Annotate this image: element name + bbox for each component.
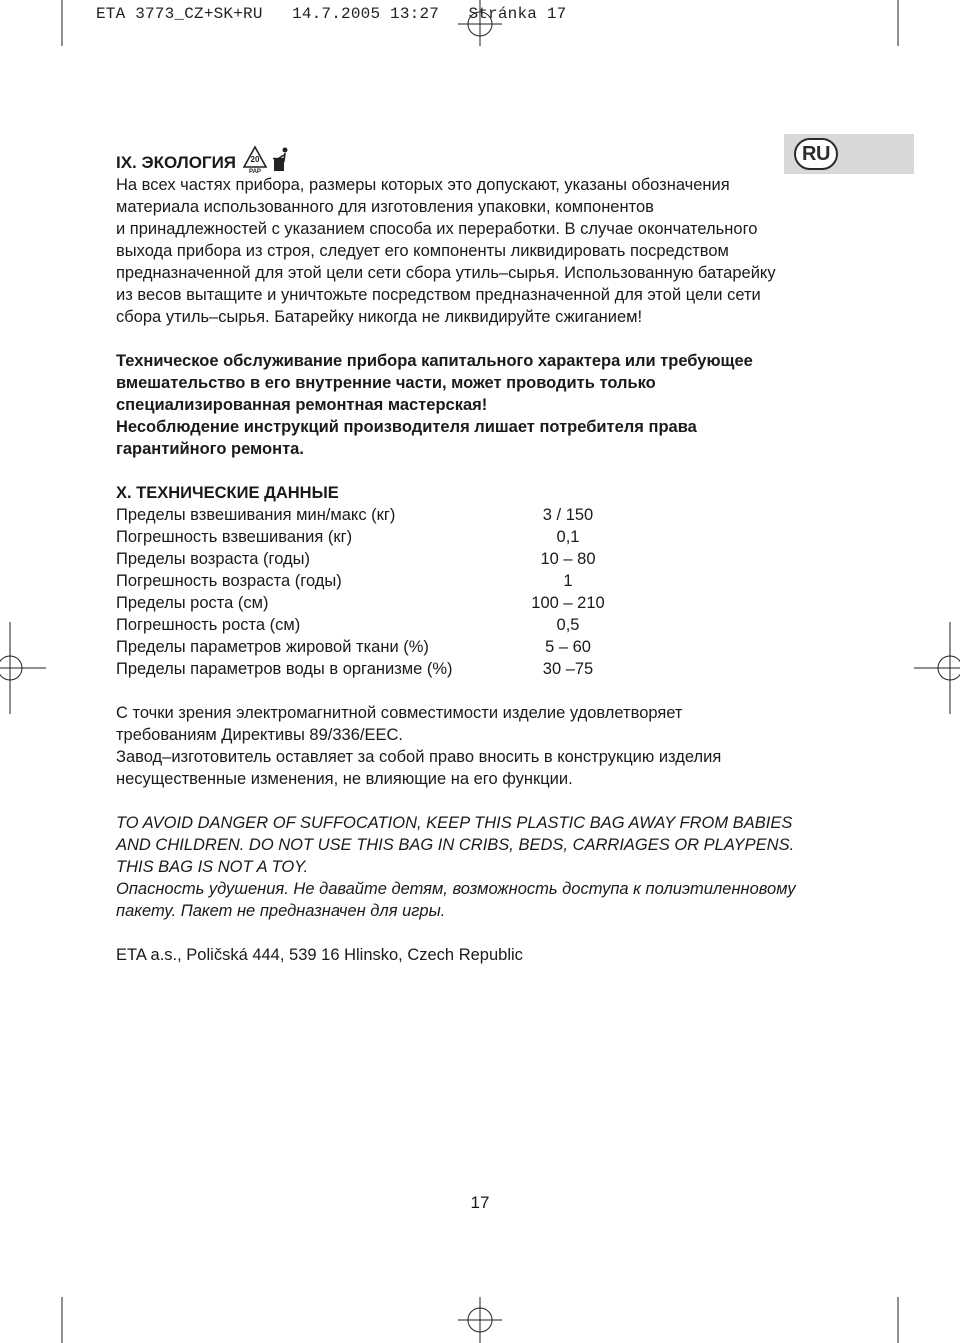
ecology-line: из весов вытащите и уничтожьте посредством предназначенной для этой цели сети [116, 286, 761, 304]
spec-value: 5 – 60 [545, 638, 591, 656]
main-content [116, 148, 836, 966]
service-line: вмешательство в его внутренние части, может проводить только [116, 374, 656, 392]
bag-warning [116, 812, 836, 922]
ecology-heading-row [116, 148, 836, 174]
spec-row [116, 592, 836, 614]
ecology-line: предназначенной для этой цели сети сбора утиль–сырья. Использованную батарейку [116, 264, 776, 282]
compliance-text [116, 702, 836, 790]
spec-row [116, 526, 836, 548]
spec-label: Пределы параметров жировой ткани (%) [116, 638, 429, 656]
spec-label: Погрешность возраста (годы) [116, 572, 342, 590]
spec-label: Погрешность роста (см) [116, 616, 301, 634]
ecology-line: и принадлежностей с указанием способа их переработки. В случае окончательного [116, 220, 758, 238]
spec-label: Пределы роста (см) [116, 594, 269, 612]
compliance-line: Завод–изготовитель оставляет за собой право вносить в конструкцию изделия [116, 748, 722, 766]
spec-label: Пределы взвешивания мин/макс (кг) [116, 506, 396, 524]
ecology-line: На всех частях прибора, размеры которых это допускают, указаны обозначения [116, 176, 730, 194]
service-line: Техническое обслуживание прибора капитального характера или требующее [116, 352, 753, 370]
trash-bin-person-icon [270, 147, 292, 173]
technical-heading: X. ТЕХНИЧЕСКИЕ ДАННЫЕ [116, 484, 339, 502]
spec-value: 10 – 80 [540, 550, 596, 568]
warning-line: Опасность удушения. Не давайте детям, возможность доступа к полиэтиленновому [116, 880, 796, 898]
warning-line: TO AVOID DANGER OF SUFFOCATION, KEEP THIS PLASTIC BAG AWAY FROM BABIES [116, 814, 793, 832]
service-notice [116, 350, 836, 460]
manufacturer-address: ETA a.s., Poličská 444, 539 16 Hlinsko, Czech Republic [116, 946, 523, 964]
ecology-line: выхода прибора из строя, следует его компоненты ликвидировать посредством [116, 242, 729, 260]
spec-value: 30 –75 [542, 660, 594, 678]
ecology-line: материала использованного для изготовления упаковки, компонентов [116, 198, 654, 216]
spec-label: Пределы параметров воды в организме (%) [116, 660, 453, 678]
service-line: Несоблюдение инструкций производителя лишает потребителя права [116, 418, 697, 436]
recycle-number: 20 [250, 155, 260, 164]
ecology-line: сбора утиль–сырья. Батарейку никогда не ликвидируйте сжиганием! [116, 308, 643, 326]
ecology-icons [242, 145, 292, 173]
recycle-20-pap-icon [242, 145, 268, 173]
ecology-heading: IX. ЭКОЛОГИЯ [116, 153, 237, 172]
warning-line: THIS BAG IS NOT A TOY. [116, 858, 309, 876]
compliance-line: несущественные изменения, не влияющие на его функции. [116, 770, 573, 788]
spec-row [116, 636, 836, 658]
spec-row [116, 658, 836, 680]
spec-row [116, 504, 836, 526]
warning-line: AND CHILDREN. DO NOT USE THIS BAG IN CRIBS, BEDS, CARRIAGES OR PLAYPENS. [116, 836, 795, 854]
spec-row [116, 570, 836, 592]
compliance-line: С точки зрения электромагнитной совместимости изделие удовлетворяет [116, 704, 683, 722]
recycle-code: PAP [249, 169, 261, 173]
spec-value: 1 [563, 572, 573, 590]
warning-line: пакету. Пакет не предназначен для игры. [116, 902, 446, 920]
ecology-body [116, 174, 836, 328]
spec-row [116, 614, 836, 636]
language-badge: RU [794, 138, 838, 170]
page-number: 17 [470, 1193, 490, 1212]
print-header: ETA 3773_CZ+SK+RU 14.7.2005 13:27 Stránka 17 [96, 5, 567, 23]
spec-label: Погрешность взвешивания (кг) [116, 528, 353, 546]
spec-label: Пределы возраста (годы) [116, 550, 310, 568]
spec-row [116, 548, 836, 570]
service-line: гарантийного ремонта. [116, 440, 304, 458]
compliance-line: требованиям Директивы 89/336/EEC. [116, 726, 403, 744]
spec-value: 3 / 150 [542, 506, 594, 524]
spec-value: 0,1 [556, 528, 580, 546]
service-line: специализированная ремонтная мастерская! [116, 396, 488, 414]
spec-value: 0,5 [556, 616, 580, 634]
spec-value: 100 – 210 [531, 594, 605, 612]
spec-table [116, 504, 836, 680]
